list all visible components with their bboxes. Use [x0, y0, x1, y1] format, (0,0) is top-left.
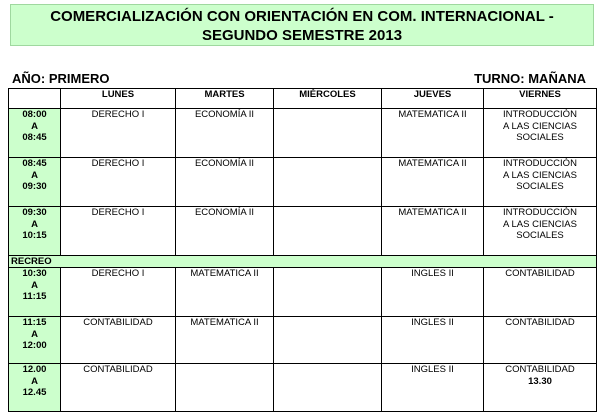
subject-cell-monday: [61, 158, 176, 207]
break-row: [9, 256, 597, 268]
subject-cell-wednesday: [274, 317, 382, 364]
subject-line: MATEMATICA II: [398, 109, 467, 120]
page-title: [10, 4, 594, 46]
subject-cell-wednesday: [274, 158, 382, 207]
time-part: 08:45: [22, 132, 47, 143]
subject-cell-friday: [484, 268, 597, 317]
time-part: 11:15: [22, 291, 47, 302]
subject-cell-monday: [61, 268, 176, 317]
subject-cell-tuesday: [176, 207, 274, 256]
time-part: A: [31, 120, 38, 132]
subject-cell-friday: [484, 207, 597, 256]
subject-line: INTRODUCCIÓN: [503, 109, 577, 120]
table-row: [9, 268, 597, 317]
schedule-table: [8, 88, 597, 412]
subject-cell-thursday: [382, 268, 484, 317]
title-line-1: COMERCIALIZACIÓN CON ORIENTACIÓN EN COM. INTERNACIONAL -: [50, 8, 554, 25]
time-slot: [9, 317, 61, 364]
time-part: A: [31, 218, 38, 230]
header-monday: LUNES: [61, 89, 176, 109]
subject-cell-monday: [61, 317, 176, 364]
table-row: [9, 207, 597, 256]
time-part: 12.45: [22, 387, 47, 398]
subject-line: ECONOMÍA II: [194, 109, 255, 120]
subject-line: DERECHO I: [91, 158, 145, 169]
subject-cell-tuesday: [176, 158, 274, 207]
table-row: [9, 158, 597, 207]
header-row: [9, 89, 597, 109]
table-row: [9, 364, 597, 412]
table-row: [9, 109, 597, 158]
subject-line: DERECHO I: [91, 207, 145, 218]
subject-line: CONTABILIDAD: [505, 317, 575, 328]
subject-line: INGLES II: [411, 268, 454, 279]
subject-cell-friday: [484, 109, 597, 158]
time-part: A: [31, 375, 38, 387]
subject-line: MATEMATICA II: [190, 317, 259, 328]
time-part: 12.00: [22, 364, 47, 375]
header-tuesday: MARTES: [176, 89, 274, 109]
subject-line: A LAS CIENCIAS: [503, 169, 577, 181]
subject-cell-wednesday: [274, 268, 382, 317]
time-part: 08:00: [22, 109, 47, 120]
time-part: 10:15: [22, 230, 47, 241]
header-corner: [9, 89, 61, 109]
subject-cell-tuesday: [176, 268, 274, 317]
header-wednesday: MIÉRCOLES: [274, 89, 382, 109]
subject-cell-wednesday: [274, 364, 382, 412]
time-slot: [9, 268, 61, 317]
subject-line: INTRODUCCIÓN: [503, 158, 577, 169]
subject-cell-wednesday: [274, 109, 382, 158]
subject-line: A LAS CIENCIAS: [503, 218, 577, 230]
subject-cell-monday: [61, 364, 176, 412]
subject-line: ECONOMÍA II: [194, 207, 255, 218]
subject-line: INGLES II: [411, 317, 454, 328]
subject-line: INTRODUCCIÓN: [503, 207, 577, 218]
subject-cell-monday: [61, 109, 176, 158]
subject-line: INGLES II: [411, 364, 454, 375]
table-row: [9, 317, 597, 364]
subject-cell-friday: [484, 158, 597, 207]
subject-line: SOCIALES: [516, 132, 564, 143]
time-part: 09:30: [22, 181, 47, 192]
subject-line: CONTABILIDAD: [83, 317, 153, 328]
subject-cell-tuesday: [176, 364, 274, 412]
header-friday: VIERNES: [484, 89, 597, 109]
subject-cell-thursday: [382, 207, 484, 256]
time-part: 12:00: [22, 340, 47, 351]
header-thursday: JUEVES: [382, 89, 484, 109]
end-time-note: 13.30: [528, 375, 552, 387]
shift-label: TURNO: MAÑANA: [474, 71, 586, 86]
time-slot: [9, 109, 61, 158]
subject-cell-thursday: [382, 364, 484, 412]
subject-line: DERECHO I: [91, 268, 145, 279]
subject-line: MATEMATICA II: [190, 268, 259, 279]
subject-cell-tuesday: [176, 109, 274, 158]
subject-line: A LAS CIENCIAS: [503, 120, 577, 132]
time-part: 10:30: [22, 268, 47, 279]
time-part: A: [31, 169, 38, 181]
subject-line: SOCIALES: [516, 230, 564, 241]
time-part: A: [31, 328, 38, 340]
subject-cell-wednesday: [274, 207, 382, 256]
time-part: 09:30: [22, 207, 47, 218]
time-slot: [9, 364, 61, 412]
title-line-2: SEGUNDO SEMESTRE 2013: [201, 27, 403, 44]
subject-cell-thursday: [382, 158, 484, 207]
subject-line: MATEMATICA II: [398, 207, 467, 218]
subject-cell-tuesday: [176, 317, 274, 364]
year-label: AÑO: PRIMERO: [12, 71, 110, 86]
subject-cell-friday: [484, 317, 597, 364]
subject-line: CONTABILIDAD: [505, 364, 575, 375]
subject-line: CONTABILIDAD: [505, 268, 575, 279]
subject-line: CONTABILIDAD: [83, 364, 153, 375]
subject-line: MATEMATICA II: [398, 158, 467, 169]
time-slot: [9, 207, 61, 256]
break-label: RECREO: [9, 256, 597, 268]
subject-cell-friday: [484, 364, 597, 412]
time-slot: [9, 158, 61, 207]
subject-cell-monday: [61, 207, 176, 256]
subject-line: DERECHO I: [91, 109, 145, 120]
subject-cell-thursday: [382, 109, 484, 158]
time-part: A: [31, 279, 38, 291]
time-part: 08:45: [22, 158, 47, 169]
subject-line: ECONOMÍA II: [194, 158, 255, 169]
subject-cell-thursday: [382, 317, 484, 364]
time-part: 11:15: [22, 317, 47, 328]
subject-line: SOCIALES: [516, 181, 564, 192]
